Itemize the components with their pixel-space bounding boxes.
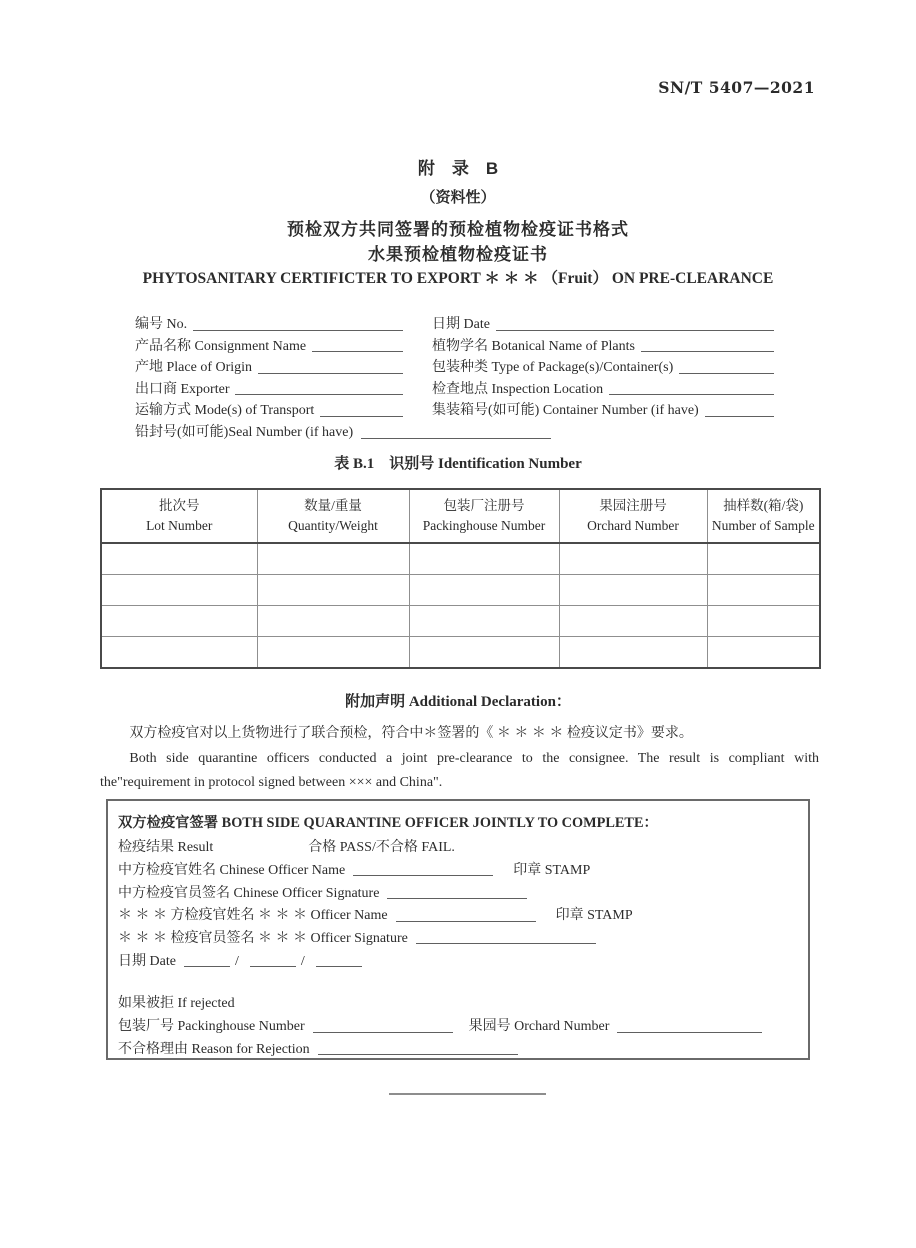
sign-box-title: 双方检疫官签署 BOTH SIDE QUARANTINE OFFICER JOINTLY TO COMPLETE： [118, 814, 658, 831]
table-cell [409, 637, 559, 669]
date-slash-1: / [234, 953, 239, 969]
field-line-consignment [312, 351, 403, 352]
appendix-headings [0, 154, 916, 240]
rejection-reason-line [318, 1054, 518, 1055]
table-row [101, 606, 820, 637]
table-header-sample [707, 489, 820, 543]
field-line-seal [361, 438, 551, 439]
field-label-container: 集装箱号(如可能) Container Number (if have) [432, 403, 699, 419]
standard-number: SN/T 5407—2021 [658, 78, 815, 97]
table-header-packinghouse [409, 489, 559, 543]
field-line-container [705, 416, 774, 417]
date-slash-2: / [300, 953, 305, 969]
rejection-reason-label: 不合格理由 Reason for Rejection [118, 1041, 310, 1057]
cn-officer-signature-line [387, 898, 527, 899]
orchard-number-line [617, 1032, 762, 1033]
rejected-label: 如果被拒 If rejected [118, 996, 235, 1012]
field-row-transport [135, 398, 405, 420]
field-line-inspection [609, 394, 774, 395]
table-cell [257, 606, 409, 637]
table-header-quantity-en: Quantity/Weight [288, 518, 378, 533]
table-row [101, 543, 820, 575]
table-cell [257, 543, 409, 575]
field-row-container [432, 398, 776, 420]
table-cell [707, 575, 820, 606]
field-label-date: 日期 Date [432, 317, 490, 333]
cn-officer-name-line [353, 875, 493, 876]
field-line-package [679, 373, 774, 374]
field-row-origin [135, 355, 405, 377]
field-line-no [193, 330, 403, 331]
field-row-inspection [432, 377, 776, 399]
cn-officer-signature-row [118, 879, 794, 902]
table-cell [707, 637, 820, 669]
table-cell [101, 606, 257, 637]
table-cell [559, 575, 707, 606]
form-left-column [135, 312, 405, 420]
field-line-botanical [641, 351, 774, 352]
table-cell [257, 637, 409, 669]
other-officer-signature-row [118, 925, 794, 948]
other-officer-name-row [118, 902, 794, 925]
field-line-transport [320, 416, 403, 417]
table-cell [101, 637, 257, 669]
rejection-reason-row [118, 1036, 794, 1059]
table-caption: 表 B.1 识别号 Identification Number [334, 456, 582, 472]
cn-officer-signature-label: 中方检疫官员签名 Chinese Officer Signature [118, 885, 380, 901]
orchard-number-label: 果园号 Orchard Number [468, 1019, 610, 1034]
field-row-consignment [135, 334, 405, 356]
table-header-lot-en: Lot Number [146, 518, 213, 533]
table-header-lot [101, 489, 257, 543]
date-label: 日期 Date [118, 953, 176, 969]
field-label-inspection: 检查地点 Inspection Location [432, 381, 604, 397]
field-label-exporter: 出口商 Exporter [135, 381, 230, 397]
field-line-exporter [235, 394, 403, 395]
form-right-column [432, 312, 776, 420]
table-row [101, 575, 820, 606]
cn-officer-name-row [118, 857, 794, 880]
table-cell [559, 606, 707, 637]
result-options: 合格 PASS/不合格 FAIL. [308, 840, 455, 856]
other-officer-signature-label: ＊ ＊ ＊ 检疫官员签名 ＊ ＊ ＊ Officer Signature [118, 930, 408, 946]
table-cell [707, 543, 820, 575]
result-row [118, 834, 794, 857]
page-end-rule [389, 1093, 546, 1095]
rejected-row [118, 990, 794, 1013]
table-cell [559, 637, 707, 669]
appendix-title: 附 录 B [417, 159, 499, 178]
certificate-title-zh: 水果预检植物检疫证书 [368, 245, 548, 264]
table-header-sample-zh: 抽样数(箱/袋) [723, 498, 804, 513]
field-row-seal [135, 420, 573, 442]
declaration-paragraphs [100, 722, 819, 796]
table-row [101, 637, 820, 669]
field-row-exporter [135, 377, 405, 399]
field-label-consignment: 产品名称 Consignment Name [135, 338, 307, 354]
table-header-sample-en: Number of Sample [711, 518, 815, 533]
table-header-lot-zh: 批次号 [159, 498, 200, 513]
sign-box [106, 799, 810, 1060]
declaration-text-zh: 双方检疫官对以上货物进行了联合预检，符合中＊签署的《 ＊ ＊ ＊ ＊ 检疫议定书》要求。 [129, 726, 693, 741]
cn-stamp-label: 印章 STAMP [513, 862, 591, 878]
field-row-no [135, 312, 405, 334]
field-label-seal: 铅封号(如可能)Seal Number (if have) [135, 425, 354, 441]
appendix-type: （资料性） [420, 189, 496, 206]
other-officer-signature-line [416, 943, 596, 944]
field-line-date [496, 330, 774, 331]
other-officer-name-label: ＊ ＊ ＊ 方检疫官姓名 ＊ ＊ ＊ Officer Name [118, 908, 388, 924]
certificate-title-en: PHYTOSANITARY CERTIFICTER TO EXPORT ＊ ＊ ＊ （Fruit） ON PRE-CLEARANCE [142, 270, 774, 287]
table-header-orchard-en: Orchard Number [587, 518, 679, 533]
field-label-no: 编号 No. [135, 317, 188, 333]
table-cell [707, 606, 820, 637]
table-cell [409, 575, 559, 606]
field-row-package [432, 355, 776, 377]
identification-table [100, 488, 821, 669]
table-header-quantity [257, 489, 409, 543]
table-header-packinghouse-zh: 包装厂注册号 [443, 498, 525, 513]
cn-officer-name-label: 中方检疫官姓名 Chinese Officer Name [118, 862, 346, 878]
date-row [118, 947, 794, 970]
table-cell [409, 606, 559, 637]
table-cell [409, 543, 559, 575]
date-line-2 [250, 966, 296, 967]
appendix-description: 预检双方共同签署的预检植物检疫证书格式 [287, 220, 629, 239]
packinghouse-number-label: 包装厂号 Packinghouse Number [118, 1019, 305, 1034]
table-header-packinghouse-en: Packinghouse Number [422, 518, 546, 533]
result-label: 检疫结果 Result [118, 840, 214, 856]
date-line-1 [184, 966, 230, 967]
field-label-botanical: 植物学名 Botanical Name of Plants [432, 338, 635, 354]
field-line-origin [258, 373, 403, 374]
table-header-quantity-zh: 数量/重量 [304, 498, 362, 513]
table-header-orchard-zh: 果园注册号 [599, 498, 667, 513]
table-header-row [101, 489, 820, 543]
field-row-botanical [432, 334, 776, 356]
declaration-text-en: Both side quarantine officers conducted a joint pre-clearance to the consignee. The result is compliant with the"requirement in protocol signed between ××× and China". [100, 750, 819, 790]
table-cell [101, 543, 257, 575]
field-label-package: 包装种类 Type of Package(s)/Container(s) [432, 360, 674, 376]
table-header-orchard [559, 489, 707, 543]
field-row-date [432, 312, 776, 334]
other-stamp-label: 印章 STAMP [555, 908, 633, 924]
other-officer-name-line [396, 921, 536, 922]
rejected-numbers-row [118, 1013, 794, 1036]
table-cell [257, 575, 409, 606]
field-label-origin: 产地 Place of Origin [135, 360, 253, 376]
date-line-3 [316, 966, 362, 967]
packinghouse-number-line [313, 1032, 453, 1033]
table-cell [101, 575, 257, 606]
field-label-transport: 运输方式 Mode(s) of Transport [135, 403, 315, 419]
declaration-heading: 附加声明 Additional Declaration： [345, 694, 571, 710]
table-cell [559, 543, 707, 575]
